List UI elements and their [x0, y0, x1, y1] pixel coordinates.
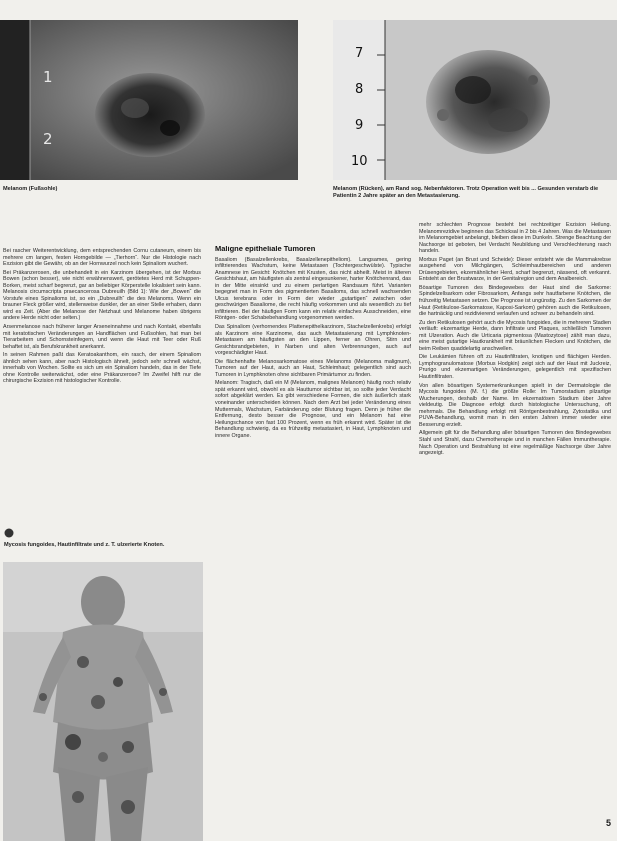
paragraph: Allgemein gilt für die Behandlung aller bösartigen Tumoren des Bindegewebes Stahl und Strahl, dazu Chemotherapie und in manchen Fällen Immuntherapie. Nach Operation und Bestrahlung ist eine regelmäßige Nachsorge über Jahre angezeigt.	[419, 430, 611, 457]
text-column-2	[215, 246, 411, 841]
figure-marker-icon	[4, 528, 14, 538]
paragraph: Bei Präkanzerosen, die unbehandelt in ein Karzinom übergehen, ist der Morbus Bowen (schon besser), wie nicht erwähnenswert, gerötetes Herd mit Schuppen-Borken, meist scharf begrenzt, gar an beliebiger Körperstelle lokalisiert sein kann. Melanosis circumscripta praecancerosa Dubreuilh (Bild 1): Wie der „Bowen“ die Vorstufe eines Spinalioms ist, so ein „Dubreuilh“ die des Melanoms. Wenn ein brauner Fleck größer wird, stellenweise dunkler, der an einer Stelle erhaben, dann wird es Zeit. (Aber die Melanose der Netzhaut und Melanome haben übrigens andere Herde nicht oder selten.)	[3, 269, 201, 322]
paragraph: Zu den Retikulosen gehört auch die Mycosis fungoides, die in mehreren Stadien verläuft: ekzemartige Herde, dann Infiltrate und Plaques, schließlich Tumoren mit Ulzeration. Auch die Urticaria pigmentosa (Mastozytose) zählt man dazu, eine meist gutartige Hautkrankheit mit bräunlichen Flecken und Knötchen, die beim Reiben quaddelartig anschwellen.	[419, 319, 611, 352]
melanoma-back-photo	[333, 20, 617, 180]
text-column-1	[3, 248, 201, 510]
scale-number: 10	[351, 154, 368, 169]
paragraph: In seinen Rahmen paßt das Keratoakanthom, ein rasch, der einem Spinaliom ähnlich sehen kann, aber nach Histologisch ähnelt, jedoch sehr schnell wächst, innerhalb von Wochen. Sollte es sich um ein Spinaliom handeln, das in der Tiefe ohne Kontrolle weiterwächst, oder eine Präkanzerose? Im Zweifel hilft nur die chirurgische Exzision mit histologischer Kontrolle.	[3, 352, 201, 385]
section-heading: Maligne epitheliale Tumoren	[215, 246, 316, 253]
scale-number: 1	[43, 68, 53, 86]
scale-number: 2	[43, 130, 53, 148]
figure-caption-left: Melanom (Fußsohle)	[3, 186, 58, 192]
figure-caption-right: Melanom (Rücken), am Rand sog. Nebenfaktoren. Trotz Operation weit bis ... Gesunden verstarb die Patientin 2 Jahre später an den Metastasierung.	[333, 186, 599, 199]
paragraph: Arsenmelanose nach früherer langer Arseneinnahme und nach Kontakt, ebenfalls mit keratotischen Veränderungen an Handflächen und Fußsohlen, hat man bei Tierarbeitern und Schornsteinfegern, und wenn die Haut mit Teer oder Ruß behaftet ist, als Berufskrankheit anerkannt.	[3, 324, 201, 350]
mycosis-body-image	[3, 562, 203, 841]
paragraph: Die flächenhafte Melanosarkomatose eines Melanoms (Melanoma malignum), Tumoren auf der Haut, auch an Haut, Schleimhaut; gelegentlich sind auch Tumoren in Lymphknoten ohne sichtbaren Primärtumor zu finden.	[215, 358, 411, 378]
melanoma-sole-image	[0, 20, 298, 180]
mycosis-body-photo	[3, 562, 203, 841]
paragraph: Basaliom (Basalzellenkrebs, Basalzellenepitheliom). Langsames, gering infiltrierendes Wachstum, keine Metastasen (Tochtergeschwülste). Typische Anamnese im Gesicht: Knötchen mit Krusten, das nicht abheilt. Meist in älteren Gesichtshaut, am häufigsten als zentral eingesunkener, harter Knötchenrand, das in der Mitte einsinkt und zu einem perlartigen Randsaum führt. Varianten begegnet man in Form des pigmentierten Basalioms, das schnell wachsenden Ulcus terebrans oder in Form der wieder „gutartigen“ zwischen oder geschwürigen Basaliome, die recht häufig vorkommen und als wesentlich zu tief infiltrieren. Bei der häufigen Form kann ein relativ einfaches Ausschneiden, eine Röntgen- oder Schabebehandlung vorgenommen werden.	[215, 256, 411, 322]
scale-number: 9	[355, 118, 364, 133]
page-number: 5	[606, 818, 612, 828]
paragraph: Die Leukämien führen oft zu Hautinfiltraten, knotigen und flächigen Herden. Lymphogranulomatose (Morbus Hodgkin) zeigt sich auf der Haut mit Juckreiz, Prurigo und ekzemartigen Veränderungen, gelegentlich mit spezifischen Hautinfiltraten.	[419, 354, 611, 381]
paragraph: Morbus Paget (an Brust und Scheide): Dieser entsteht wie die Mammakrebse ausgehend von Milchgängen, Schleimhautbereichen und anderen Drüsengebieten, ekzemähnlicher Herd, scharf begrenzt, nässend, oft verkannt. Entsteht an der Brustwarze, in der Genitalregion und dem Analbereich.	[419, 256, 611, 283]
paragraph: Von allen bösartigen Systemerkrankungen spielt in der Dermatologie die Mycosis fungoides (M. f.) die größte Rolle: Im Tumorstadium pilzartige Wucherungen, deshalb der Name. Im ekzematösen Stadium über Jahre vieldeutig. Die Diagnose erfolgt durch histologische Untersuchung, oft mehrmals. Die Behandlung erfolgt mit Röntgenbestrahlung, Zytostatika und PUVA-Behandlung, womit man in den ersten Jahren immer wieder eine Besserung erzielt.	[419, 382, 611, 428]
paragraph: mehr schlechten Prognose besteht bei rechtzeitiger Exzision Heilung. Melanomrezidive beginnen das Schicksal in 2 bis 4 Jahren. Was die Metastasen im Melanomgebiet anbelangt, bleiben diese im Dunkeln. Strenge Beachtung der Nachsorge ist geboten, bei Verdacht Neubildung und Verschlechterung rasch handeln.	[419, 222, 611, 255]
paragraph: Melanom: Tragisch, daß ein M (Melanom, malignes Melanom) häufig noch relativ spät erkannt wird, obwohl es als Hauttumor sichtbar ist, so sollte jeder Verdacht sofort abgeklärt werden. Es gibt verschiedene Formen, die sich äußerlich stark voneinander unterscheiden können. Nach dem Arzt bei jeder Veränderung eines Muttermals, Wachstum, Farbänderung oder Blutung fragen. Denn je früher die Entfernung, desto besser die Prognose, und ein Melanom hat eine Heilungschance von fast 100 Prozent, wenn es früh erkannt wird. Später ist die Behandlung schwierig, da es frühzeitig metastasiert, in Haut, Lymphknoten und innere Organe.	[215, 380, 411, 439]
paragraph: Bei rascher Weiterentwicklung, dem entsprechenden Cornu cutaneum, einem bis mehrere cm langen, festen Horngebilde — „Tierhorn“. Nur die Histologie nach Exzision gibt die Gewähr, ob an der Hornwurzel noch kein Spinaliom wuchert.	[3, 248, 201, 268]
paragraph: Bösartige Tumoren des Bindegewebes der Haut sind die Sarkome: Spindelzellsarkom oder Fibrosarkom, Anfangs sehr hautfarbene Knötchen, die frühzeitig Metastasen setzen. Die Prognose ist ungünstig. Zu den Sarkomen der Haut (Retikulose-Sarkomatose, Kaposi-Sarkom) gehören auch die Retikulosen, die hartnäckig und rezidivierend verlaufen und schwer zu behandeln sind.	[419, 284, 611, 318]
paragraph: Das Spinaliom (verhornendes Plattenepithelkarzinom, Stachelzellenkrebs) erfolgt als Karzinom eine Karzinome, das auch Metastasierung mit Lymphknoten-Metastasen am häufigsten an den Lippen, ferner an Ohren, Stirn und Gesichtsrandgebieten, in Narben und alten Verbrennungen, auch auf vorgeschädigter Haut.	[215, 324, 411, 357]
scale-number: 8	[355, 82, 364, 97]
text-column-3	[419, 222, 611, 837]
melanoma-back-image	[333, 20, 617, 180]
melanoma-sole-photo	[0, 20, 298, 180]
figure-caption-body: Mycosis fungoides, Hautinfiltrate und z. T. ulzerierte Knoten.	[4, 542, 165, 548]
scale-number: 7	[355, 46, 364, 61]
